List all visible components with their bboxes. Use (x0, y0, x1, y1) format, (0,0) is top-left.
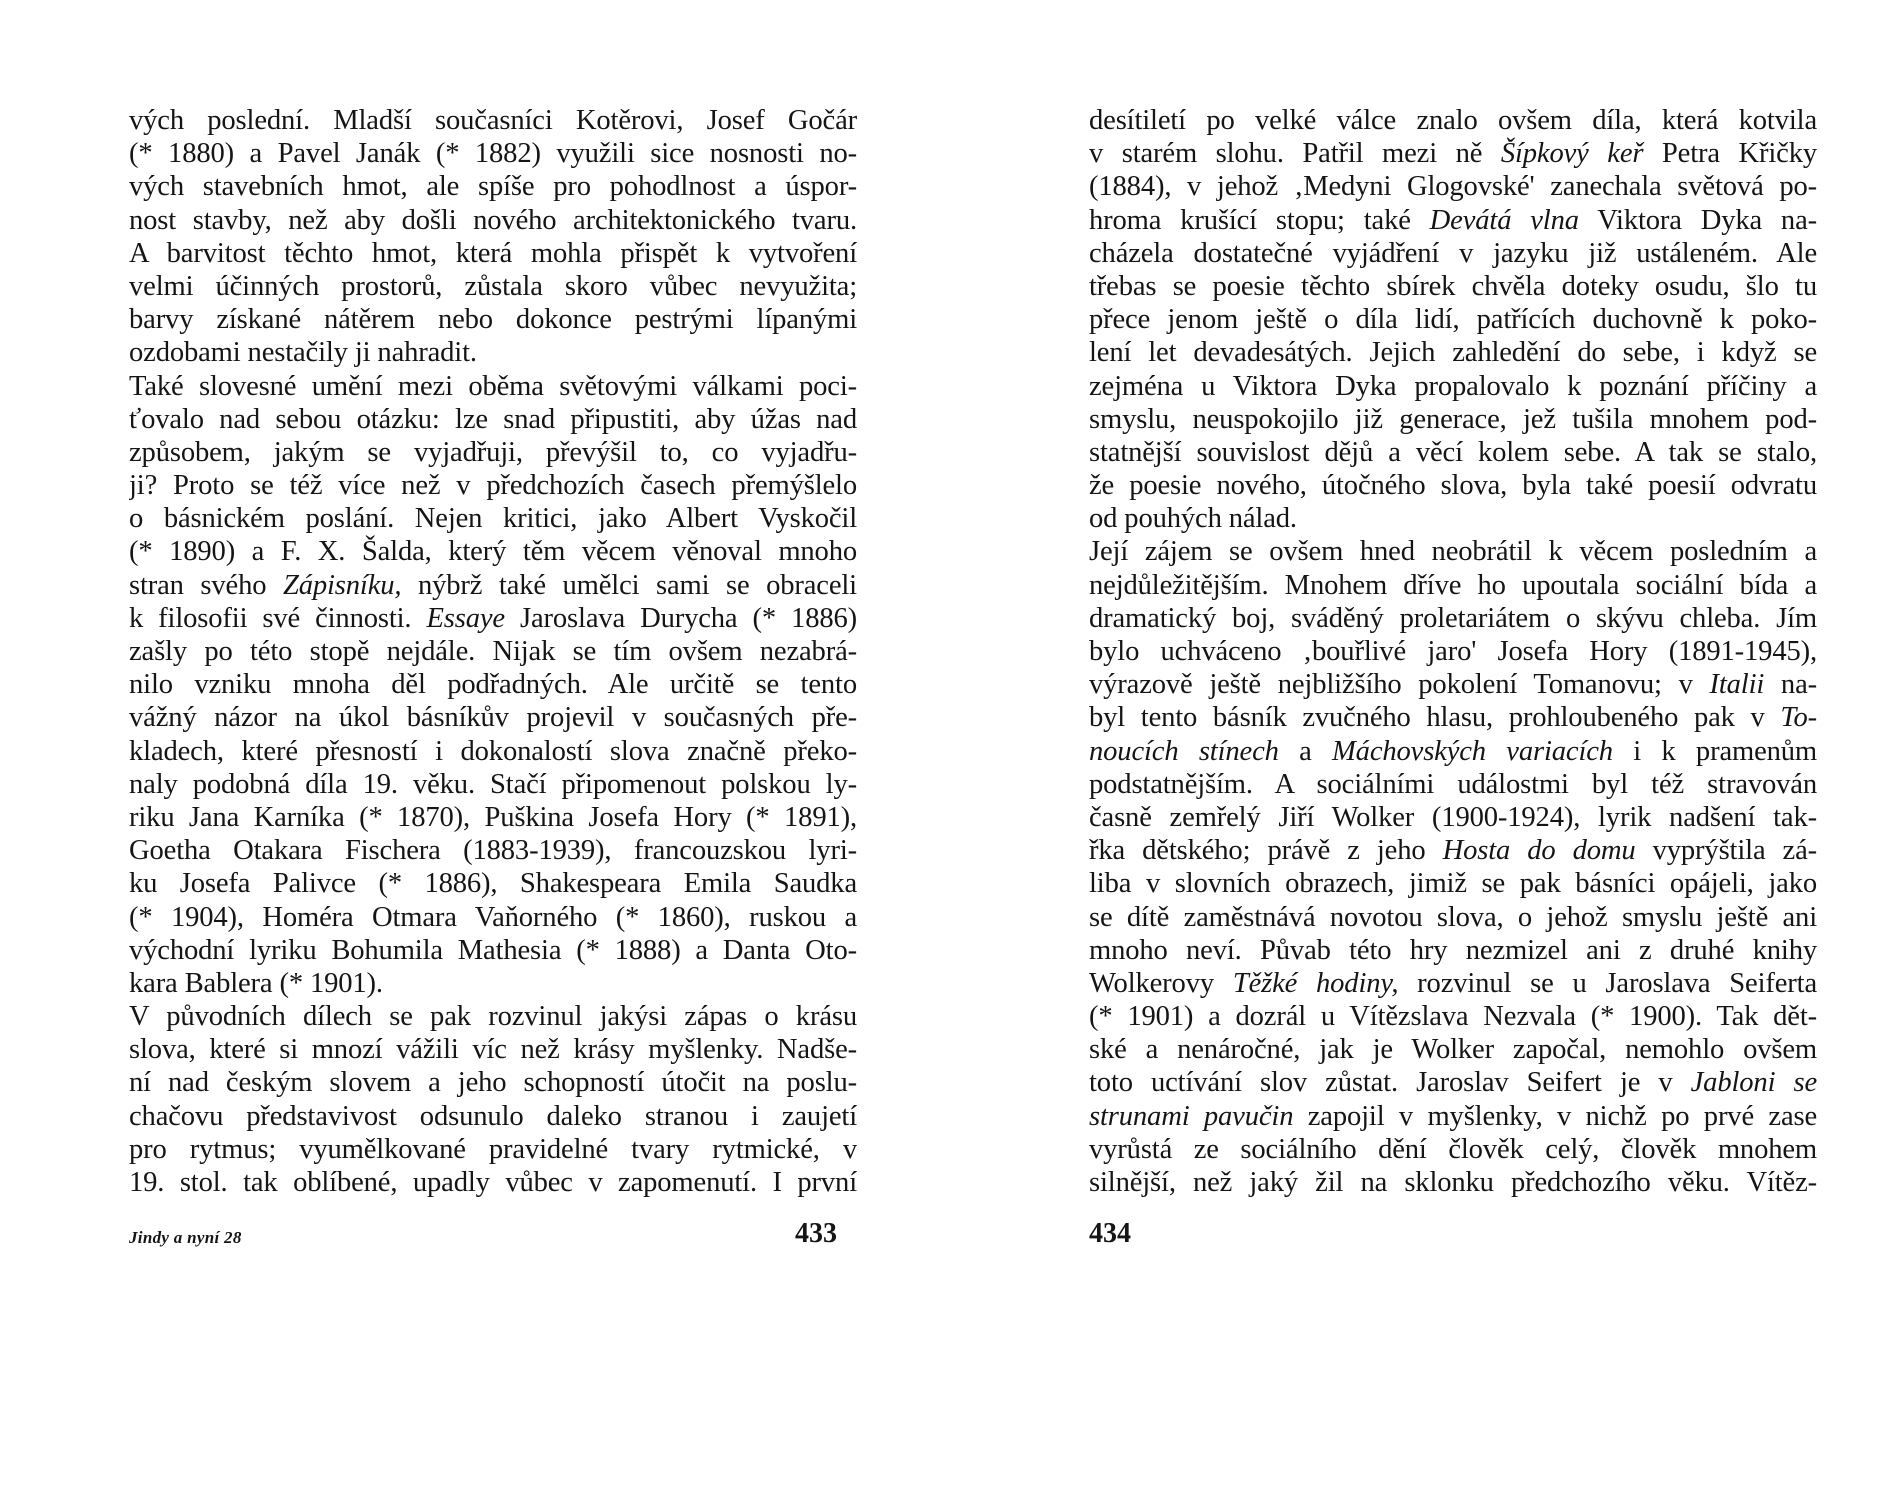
text-line (129, 602, 857, 635)
text-line: bylo uchváceno ‚bouřlivé jaro' Josefa Hory (1891-1945), (1089, 636, 1817, 667)
right-page (949, 0, 1898, 1500)
text-line: od pouhých nálad. (1089, 503, 1297, 535)
text-line: kladech, které přesností i dokonalostí slova značně překo- (129, 735, 857, 767)
text-line: barvy získané nátěrem nebo dokonce pestrými lípanými (129, 304, 857, 336)
text-line: se dítě zaměstnává novotou slova, o jehož smyslu ještě ani (1089, 901, 1817, 933)
text-line: dramatický boj, sváděný proletariátem o skývu chleba. Jím (1089, 602, 1817, 634)
text-run: zapojil v myšlenky, v nichž po prvé zase (1293, 1100, 1817, 1132)
italic-title: Zápisníku, (282, 569, 402, 601)
italic-title: noucích stínech (1089, 735, 1279, 767)
text-line: (* 1880) a Pavel Janák (* 1882) využili sice nosnosti no- (129, 138, 857, 170)
text-line: zejména u Viktora Dyka propalovalo k poznání příčiny a (1089, 370, 1817, 402)
italic-title: Hosta do domu (1442, 835, 1636, 867)
text-line: ozdobami nestačily ji nahradit. (129, 337, 477, 369)
text-line: naly podobná díla 19. věku. Stačí připomenout polskou ly- (129, 768, 857, 800)
text-line: smyslu, neuspokojilo již generace, jež tušila mnohem pod- (1089, 403, 1817, 435)
text-line: přece jenom ještě o díla lidí, patřících duchovně k poko- (1089, 304, 1817, 336)
text-run: rozvinul se u Jaroslava Seiferta (1398, 967, 1817, 999)
text-line: cházela dostatečné vyjádření v jazyku již ustáleném. Ale (1089, 237, 1817, 269)
text-line (1089, 137, 1817, 170)
text-line: 19. stol. tak oblíbené, upadly vůbec v zapomenutí. I první (129, 1167, 857, 1198)
page-number-right: 434 (1089, 1218, 1131, 1249)
text-run: toto uctívání slov zůstat. Jaroslav Seifert je v (1089, 1067, 1691, 1099)
text-run: Wolkerovy (1089, 967, 1233, 999)
page-number-left: 433 (795, 1218, 837, 1249)
right-page-text (1089, 104, 1817, 1199)
text-line: nilo vzniku mnoha děl podřadných. Ale určitě se tento (129, 669, 857, 701)
text-line: vých stavebních hmot, ale spíše pro pohodlnost a úspor- (129, 171, 857, 203)
italic-title: strunami pavučin (1089, 1100, 1294, 1132)
text-line: Goetha Otakara Fischera (1883-1939), francouzskou lyri- (129, 835, 857, 867)
text-run: a (1278, 735, 1333, 767)
signature-mark: Jindy a nyní 28 (129, 1228, 242, 1247)
text-line: nost stavby, než aby došli nového architektonického tvaru. (129, 204, 857, 236)
text-line: východní lyriku Bohumila Mathesia (* 1888) a Danta Oto- (129, 934, 857, 966)
text-line: mnoho neví. Půvab této hry nezmizel ani z druhé knihy (1089, 934, 1817, 966)
text-line: vážný názor na úkol básníkův projevil v současných pře- (129, 702, 857, 734)
italic-title: Essaye (426, 602, 505, 634)
text-line: ji? Proto se též více než v předchozích časech přemýšlelo (129, 470, 857, 502)
text-run: výrazově ještě nejbližšího pokolení Tomanovu; v (1089, 669, 1710, 701)
text-line: vých poslední. Mladší současníci Kotěrovi, Josef Gočár (129, 105, 857, 136)
text-run: k filosofii své činnosti. (129, 602, 427, 634)
text-line: silnější, než jaký žil na sklonku předchozího věku. Vítěz- (1089, 1167, 1817, 1198)
italic-title: To- (1780, 702, 1817, 734)
text-line (1089, 834, 1817, 867)
text-run: na- (1764, 669, 1817, 701)
text-line: ní nad českým slovem a jeho schopností útočit na poslu- (129, 1067, 857, 1099)
italic-title: Máchovských variacích (1332, 735, 1613, 767)
text-run: stran svého (129, 569, 283, 601)
text-line: ské a nenáročné, jak je Wolker započal, nemohlo ovšem (1089, 1034, 1817, 1066)
text-run: Petra Křičky (1643, 138, 1817, 170)
text-line: ku Josefa Palivce (* 1886), Shakespeara Emila Saudka (129, 868, 857, 900)
text-line (1089, 735, 1817, 768)
text-line (1089, 1100, 1817, 1133)
italic-title: Šípkový keř (1500, 138, 1644, 170)
text-line: způsobem, jakým se vyjadřuji, převýšil to, co vyjadřu- (129, 436, 857, 468)
text-line: (1884), v jehož ‚Medyni Glogovské' zanechala světová po- (1089, 171, 1817, 203)
text-line: V původních dílech se pak rozvinul jakýsi zápas o krásu (129, 1001, 857, 1033)
italic-title: Italii (1709, 669, 1765, 701)
text-run: Jaroslava Durycha (* 1886) (504, 602, 857, 634)
text-line: desítiletí po velké válce znalo ovšem díla, která kotvila (1089, 105, 1817, 136)
text-line: třebas se poesie těchto sbírek chvěla doteky osudu, šlo tu (1089, 270, 1817, 302)
text-line: vyrůstá ze sociálního dění člověk celý, člověk mnohem (1089, 1133, 1817, 1165)
text-run: i k pramenům (1612, 735, 1817, 767)
text-line: lení let devadesátých. Jejich zahledění do sebe, i když se (1089, 337, 1817, 369)
text-run: vyprýštila zá- (1635, 835, 1817, 867)
italic-title: Těžké hodiny, (1232, 967, 1399, 999)
text-line: kara Bablera (* 1901). (129, 967, 383, 999)
text-run: byl tento básník zvučného hlasu, prohloubeného pak v (1089, 702, 1781, 734)
text-line: (* 1890) a F. X. Šalda, který těm věcem věnoval mnoho (129, 536, 857, 568)
text-line: Její zájem se ovšem hned neobrátil k věcem posledním a (1089, 536, 1817, 568)
text-line: liba v slovních obrazech, jimiž se pak básníci opájeli, jako (1089, 868, 1817, 900)
text-line: o básnickém poslání. Nejen kritici, jako Albert Vyskočil (129, 503, 857, 535)
text-line: (* 1904), Homéra Otmara Vaňorného (* 1860), ruskou a (129, 901, 857, 933)
text-line: podstatnějším. A sociálními událostmi byl též stravován (1089, 768, 1817, 800)
text-line: statnější souvislost dějů a věcí kolem sebe. A tak se stalo, (1089, 436, 1817, 468)
text-line: pro rytmus; vyumělkované pravidelné tvary rytmické, v (129, 1133, 857, 1165)
italic-title: Devátá vlna (1429, 204, 1579, 236)
text-line: riku Jana Karníka (* 1870), Puškina Josefa Hory (* 1891), (129, 801, 857, 833)
text-line (1089, 967, 1817, 1000)
text-line: velmi účinných prostorů, zůstala skoro vůbec nevyužita; (129, 270, 857, 302)
text-run: hroma krušící stopu; také (1089, 204, 1430, 236)
text-run: Viktora Dyka na- (1578, 204, 1817, 236)
text-line: chačovu představivost odsunulo daleko stranou i zaujetí (129, 1100, 857, 1132)
text-run: řka dětského; právě z jeho (1089, 835, 1443, 867)
text-line: nejdůležitějším. Mnohem dříve ho upoutala sociální bída a (1089, 569, 1817, 601)
text-line (1089, 668, 1817, 701)
text-line: že poesie nového, útočného slova, byla také poesií odvratu (1089, 470, 1817, 502)
text-line (1089, 204, 1817, 237)
text-line: ťovalo nad sebou otázku: lze snad připustiti, aby úžas nad (129, 403, 857, 435)
text-line (129, 569, 857, 602)
text-line: časně zemřelý Jiří Wolker (1900-1924), lyrik nadšení tak- (1089, 801, 1817, 833)
text-line (1089, 701, 1817, 734)
text-line (1089, 1066, 1817, 1099)
text-line: A barvitost těchto hmot, která mohla přispět k vytvoření (129, 237, 857, 269)
text-line: Také slovesné umění mezi oběma světovými válkami poci- (129, 370, 857, 402)
text-line: (* 1901) a dozrál u Vítězslava Nezvala (* 1900). Tak dět- (1089, 1001, 1817, 1033)
left-page-text (129, 104, 857, 1199)
text-run: nýbrž také umělci sami se obraceli (401, 569, 857, 601)
text-run: v starém slohu. Patřil mezi ně (1089, 138, 1501, 170)
text-line: slova, které si mnozí vážili víc než krásy myšlenky. Nadše- (129, 1034, 857, 1066)
italic-title: Jabloni se (1690, 1067, 1817, 1099)
text-line: zašly po této stopě nejdále. Nijak se tím ovšem nezabrá- (129, 636, 857, 667)
